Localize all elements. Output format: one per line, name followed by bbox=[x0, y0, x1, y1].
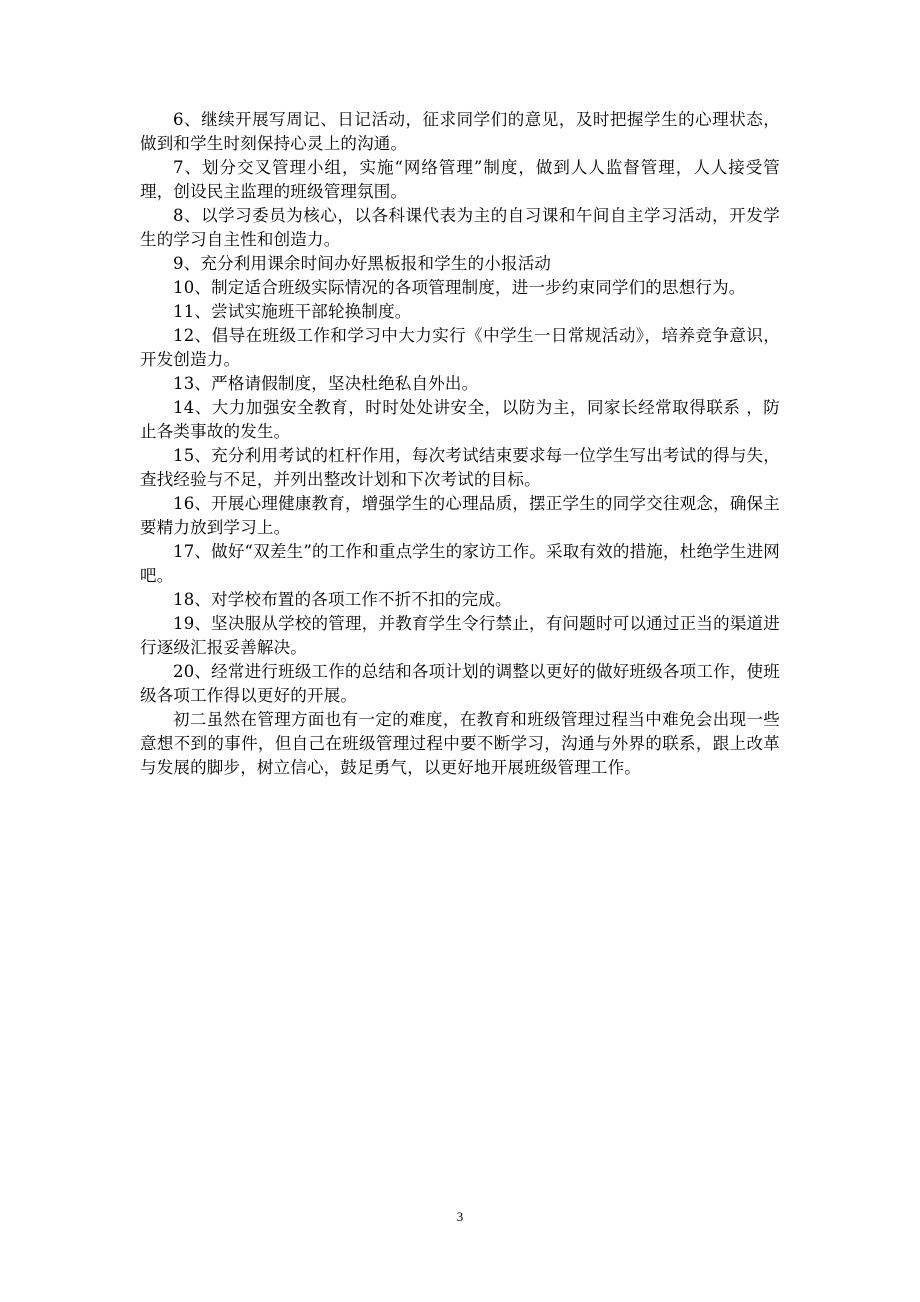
paragraph-item-20: 20、经常进行班级工作的总结和各项计划的调整以更好的做好班级各项工作，使班级各项工作得以更好的开展。 bbox=[140, 662, 780, 705]
paragraph-item-14: 14、大力加强安全教育，时时处处讲安全，以防为主，同家长经常取得联系 ，防止各类事故的发生。 bbox=[140, 398, 780, 441]
paragraph-item-6: 6、继续开展写周记、日记活动，征求同学们的意见，及时把握学生的心理状态，做到和学生时刻保持心灵上的沟通。 bbox=[140, 110, 780, 153]
closing-paragraph: 初二虽然在管理方面也有一定的难度，在教育和班级管理过程当中难免会出现一些意想不到的事件，但自己在班级管理过程中要不断学习，沟通与外界的联系，跟上改革与发展的脚步，树立信心，鼓足勇气，以更好地开展班级管理工作。 bbox=[140, 710, 780, 777]
document-body bbox=[140, 108, 780, 780]
paragraph-item-17: 17、做好“双差生”的工作和重点学生的家访工作。采取有效的措施，杜绝学生进网吧。 bbox=[140, 542, 780, 585]
paragraph-item-18: 18、对学校布置的各项工作不折不扣的完成。 bbox=[173, 590, 512, 609]
paragraph-item-7: 7、划分交叉管理小组，实施“网络管理”制度，做到人人监督管理，人人接受管理，创设民主监理的班级管理氛围。 bbox=[140, 158, 780, 201]
paragraph-item-8: 8、以学习委员为核心，以各科课代表为主的自习课和午间自主学习活动，开发学生的学习自主性和创造力。 bbox=[140, 206, 780, 249]
paragraph-item-12: 12、倡导在班级工作和学习中大力实行《中学生一日常规活动》，培养竞争意识，开发创造力。 bbox=[140, 326, 780, 369]
paragraph-item-15: 15、充分利用考试的杠杆作用，每次考试结束要求每一位学生写出考试的得与失，查找经验与不足，并列出整改计划和下次考试的目标。 bbox=[140, 446, 780, 489]
paragraph-item-16: 16、开展心理健康教育，增强学生的心理品质，摆正学生的同学交往观念，确保主要精力放到学习上。 bbox=[140, 494, 780, 537]
paragraph-item-9: 9、充分利用课余时间办好黑板报和学生的小报活动 bbox=[173, 254, 552, 273]
paragraph-item-10: 10、制定适合班级实际情况的各项管理制度，进一步约束同学们的思想行为。 bbox=[173, 278, 746, 297]
paragraph-item-11: 11、尝试实施班干部轮换制度。 bbox=[173, 302, 412, 321]
page-number: 3 bbox=[456, 1209, 464, 1224]
paragraph-item-13: 13、严格请假制度，坚决杜绝私自外出。 bbox=[173, 374, 479, 393]
paragraph-item-19: 19、坚决服从学校的管理，并教育学生令行禁止，有问题时可以通过正当的渠道进行逐级汇报妥善解决。 bbox=[140, 614, 780, 657]
